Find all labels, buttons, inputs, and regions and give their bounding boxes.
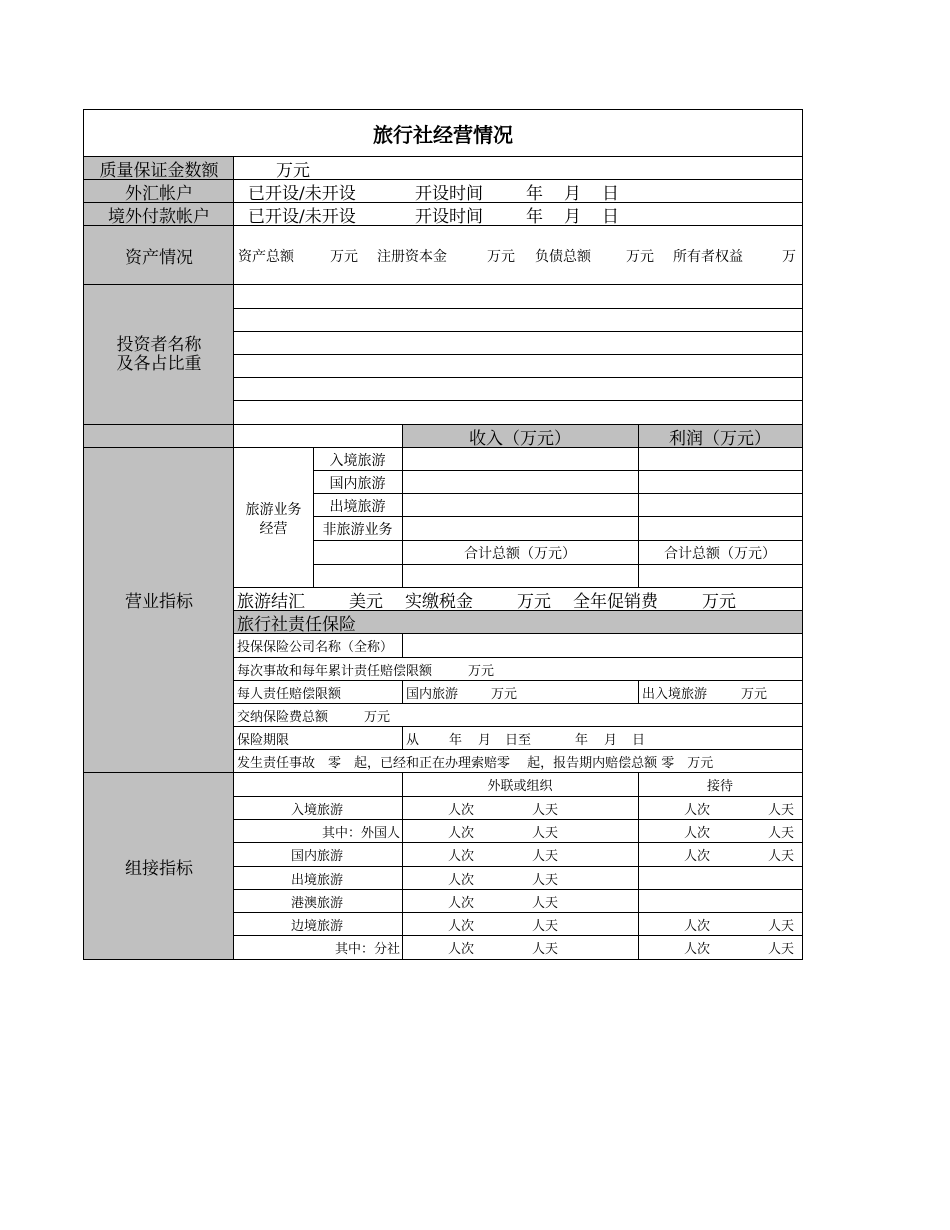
reception-row-label: 边境旅游 <box>291 919 344 934</box>
per-person-inout: 出入境旅游 <box>642 686 708 702</box>
total-profit-label: 合计总额（万元） <box>664 545 776 562</box>
assets-label: 资产情况 <box>125 248 193 268</box>
overseas-open-label: 开设时间 <box>415 207 483 226</box>
period-day2: 日 <box>632 732 646 748</box>
outgoing-ppl: 人次 <box>448 849 475 864</box>
forex-open-label: 开设时间 <box>415 184 483 203</box>
outgoing-days: 人天 <box>532 873 559 888</box>
overseas-year: 年 <box>526 207 543 226</box>
forex-month: 月 <box>564 184 581 203</box>
outgoing-days: 人天 <box>532 942 559 957</box>
outgoing-days: 人天 <box>532 803 559 818</box>
investors-label <box>84 285 234 425</box>
tax-unit: 万元 <box>517 592 551 611</box>
outgoing-days: 人天 <box>532 896 559 911</box>
business-label: 营业指标 <box>125 592 193 611</box>
profit-header: 利润（万元） <box>669 428 771 447</box>
insurance-limit-label: 每次事故和每年累计责任赔偿限额 <box>237 663 433 679</box>
business-row-label: 国内旅游 <box>329 475 386 492</box>
reception-row-label: 港澳旅游 <box>291 896 344 911</box>
outgoing-ppl: 人次 <box>448 826 475 841</box>
receive-days: 人天 <box>768 849 795 864</box>
assets-unit2: 万元 <box>487 248 515 265</box>
receive-header: 接待 <box>706 779 733 794</box>
settle-label: 旅游结汇 <box>237 592 305 611</box>
insurance-company-label: 投保保险公司名称（全称） <box>237 640 394 655</box>
overseas-status: 已开设/未开设 <box>248 207 356 226</box>
receive-ppl: 人次 <box>684 942 711 957</box>
assets-unit4: 万 <box>782 248 796 265</box>
period-from: 从 <box>406 732 420 748</box>
total-income-label: 合计总额（万元） <box>464 545 576 562</box>
outgoing-ppl: 人次 <box>448 919 475 934</box>
reception-label: 组接指标 <box>125 858 193 879</box>
income-header: 收入（万元） <box>469 428 571 447</box>
per-person-inout-unit: 万元 <box>741 686 768 702</box>
outgoing-header: 外联或组织 <box>487 779 553 794</box>
receive-ppl: 人次 <box>684 826 711 841</box>
receive-days: 人天 <box>768 826 795 841</box>
accident-summary: 发生责任事故 零 起，已经和正在办理索赔零 起，报告期内赔偿总额 零 万元 <box>237 755 714 771</box>
assets-total: 资产总额 <box>238 248 294 265</box>
assets-equity: 所有者权益 <box>673 248 743 265</box>
period-year1: 年 <box>449 732 463 748</box>
per-person-domestic: 国内旅游 <box>406 686 459 702</box>
reception-row-label: 国内旅游 <box>291 849 344 864</box>
assets-unit1: 万元 <box>330 248 358 265</box>
business-row-label: 入境旅游 <box>329 452 386 469</box>
overseas-month: 月 <box>564 207 581 226</box>
business-group-line1: 旅游业务 <box>245 502 302 518</box>
receive-ppl: 人次 <box>684 803 711 818</box>
assets-unit3: 万元 <box>626 248 654 265</box>
insurance-limit-unit: 万元 <box>468 663 495 679</box>
business-group-label <box>234 490 313 550</box>
outgoing-ppl: 人次 <box>448 942 475 957</box>
receive-ppl: 人次 <box>684 919 711 934</box>
forex-label: 外汇帐户 <box>125 184 193 203</box>
overseas-label: 境外付款帐户 <box>108 207 210 226</box>
outgoing-days: 人天 <box>532 849 559 864</box>
investors-label-line2: 及各占比重 <box>116 354 202 374</box>
page-title: 旅行社经营情况 <box>373 122 513 147</box>
reception-row-label: 其中：分社 <box>334 942 400 957</box>
investors-label-line1: 投资者名称 <box>116 335 202 355</box>
business-row-label: 出境旅游 <box>329 498 386 515</box>
guarantee-label: 质量保证金数额 <box>99 161 219 180</box>
outgoing-days: 人天 <box>532 919 559 934</box>
outgoing-days: 人天 <box>532 826 559 841</box>
outgoing-ppl: 人次 <box>448 873 475 888</box>
period-month1: 月 <box>478 732 492 748</box>
overseas-day: 日 <box>602 207 619 226</box>
operations-form <box>83 109 803 960</box>
business-group-line2: 经营 <box>259 521 288 537</box>
premium-label: 交纳保险费总额 <box>237 709 329 725</box>
receive-days: 人天 <box>768 942 795 957</box>
forex-status: 已开设/未开设 <box>248 184 356 203</box>
receive-ppl: 人次 <box>684 849 711 864</box>
business-row-label: 非旅游业务 <box>322 521 393 538</box>
reception-row-label: 其中：外国人 <box>321 826 400 841</box>
insurance-header: 旅行社责任保险 <box>237 615 356 634</box>
outgoing-ppl: 人次 <box>448 896 475 911</box>
forex-day: 日 <box>602 184 619 203</box>
receive-days: 人天 <box>768 919 795 934</box>
premium-unit: 万元 <box>364 709 391 725</box>
period-day1: 日至 <box>505 732 532 748</box>
reception-row-label: 入境旅游 <box>291 803 344 818</box>
per-person-label: 每人责任赔偿限额 <box>237 686 342 702</box>
settle-unit: 美元 <box>349 592 383 611</box>
guarantee-unit: 万元 <box>276 161 310 180</box>
per-person-domestic-unit: 万元 <box>491 686 518 702</box>
reception-row-label: 出境旅游 <box>291 873 344 888</box>
assets-capital: 注册资本金 <box>377 248 447 265</box>
period-month2: 月 <box>604 732 618 748</box>
outgoing-ppl: 人次 <box>448 803 475 818</box>
forex-year: 年 <box>526 184 543 203</box>
period-label: 保险期限 <box>237 732 290 748</box>
promo-unit: 万元 <box>702 592 736 611</box>
period-year2: 年 <box>575 732 589 748</box>
promo-label: 全年促销费 <box>573 592 658 611</box>
assets-debt: 负债总额 <box>535 248 591 265</box>
receive-days: 人天 <box>768 803 795 818</box>
tax-label: 实缴税金 <box>405 592 473 611</box>
